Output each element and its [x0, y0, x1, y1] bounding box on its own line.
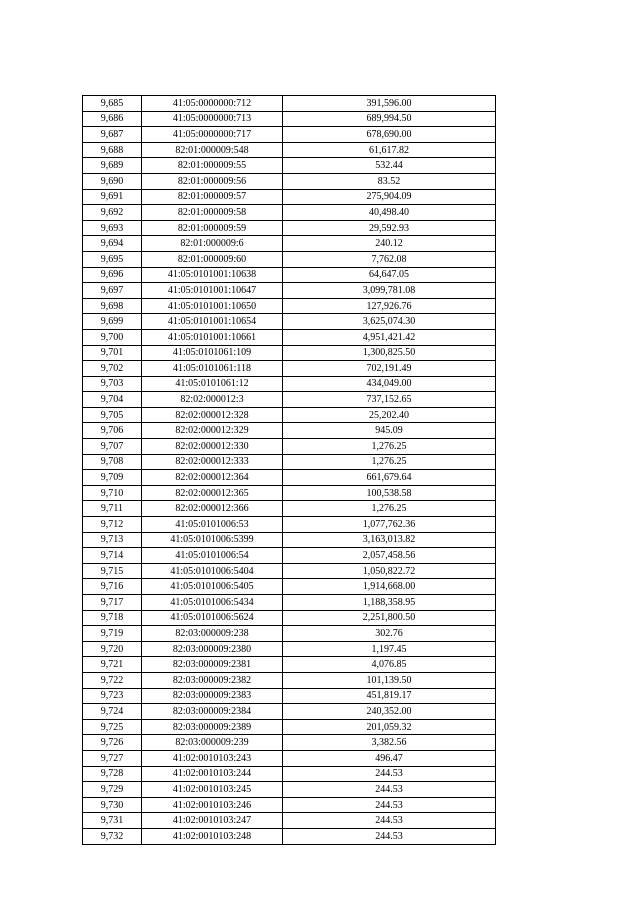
- table-row: [83, 220, 496, 236]
- value-cell: 1,300,825.50: [283, 345, 496, 361]
- cadastral-number-cell: 82:01:000009:60: [142, 251, 283, 267]
- row-number-cell: 9,718: [83, 610, 142, 626]
- row-number-cell: 9,711: [83, 501, 142, 517]
- table-row: [83, 766, 496, 782]
- row-number-cell: 9,688: [83, 142, 142, 158]
- cadastral-number-cell: 41:05:0101006:53: [142, 517, 283, 533]
- table-row: [83, 485, 496, 501]
- value-cell: 1,077,762.36: [283, 517, 496, 533]
- table-row: [83, 267, 496, 283]
- value-cell: 244.53: [283, 782, 496, 798]
- table-row: [83, 407, 496, 423]
- row-number-cell: 9,709: [83, 470, 142, 486]
- value-cell: 434,049.00: [283, 376, 496, 392]
- value-cell: 3,382.56: [283, 735, 496, 751]
- value-cell: 391,596.00: [283, 96, 496, 112]
- value-cell: 1,276.25: [283, 454, 496, 470]
- cadastral-number-cell: 82:01:000009:55: [142, 158, 283, 174]
- row-number-cell: 9,695: [83, 251, 142, 267]
- row-number-cell: 9,716: [83, 579, 142, 595]
- cadastral-number-cell: 41:05:0101061:118: [142, 361, 283, 377]
- value-cell: 101,139.50: [283, 672, 496, 688]
- row-number-cell: 9,705: [83, 407, 142, 423]
- table-row: [83, 501, 496, 517]
- table-row: [83, 470, 496, 486]
- row-number-cell: 9,702: [83, 361, 142, 377]
- value-cell: 1,050,822.72: [283, 563, 496, 579]
- value-cell: 451,819.17: [283, 688, 496, 704]
- row-number-cell: 9,724: [83, 704, 142, 720]
- row-number-cell: 9,728: [83, 766, 142, 782]
- cadastral-number-cell: 82:03:000009:2380: [142, 641, 283, 657]
- cadastral-number-cell: 41:05:0101061:12: [142, 376, 283, 392]
- value-cell: 244.53: [283, 828, 496, 844]
- value-cell: 83.52: [283, 173, 496, 189]
- row-number-cell: 9,689: [83, 158, 142, 174]
- cadastral-number-cell: 41:02:0010103:246: [142, 797, 283, 813]
- table-body: [83, 96, 496, 845]
- table-row: [83, 828, 496, 844]
- table-row: [83, 96, 496, 112]
- row-number-cell: 9,697: [83, 283, 142, 299]
- row-number-cell: 9,685: [83, 96, 142, 112]
- table-row: [83, 345, 496, 361]
- value-cell: 3,099,781.08: [283, 283, 496, 299]
- table-row: [83, 657, 496, 673]
- cadastral-number-cell: 41:02:0010103:243: [142, 750, 283, 766]
- row-number-cell: 9,686: [83, 111, 142, 127]
- cadastral-number-cell: 41:05:0101001:10654: [142, 314, 283, 330]
- cadastral-number-cell: 41:05:0101006:5624: [142, 610, 283, 626]
- value-cell: 240.12: [283, 236, 496, 252]
- value-cell: 1,197.45: [283, 641, 496, 657]
- cadastral-number-cell: 82:03:000009:239: [142, 735, 283, 751]
- table-row: [83, 361, 496, 377]
- row-number-cell: 9,694: [83, 236, 142, 252]
- table-row: [83, 111, 496, 127]
- value-cell: 678,690.00: [283, 127, 496, 143]
- cadastral-number-cell: 82:02:000012:364: [142, 470, 283, 486]
- cadastral-number-cell: 41:05:0101001:10647: [142, 283, 283, 299]
- row-number-cell: 9,703: [83, 376, 142, 392]
- value-cell: 25,202.40: [283, 407, 496, 423]
- value-cell: 661,679.64: [283, 470, 496, 486]
- table-row: [83, 329, 496, 345]
- table-row: [83, 719, 496, 735]
- row-number-cell: 9,729: [83, 782, 142, 798]
- row-number-cell: 9,715: [83, 563, 142, 579]
- row-number-cell: 9,700: [83, 329, 142, 345]
- row-number-cell: 9,726: [83, 735, 142, 751]
- row-number-cell: 9,692: [83, 205, 142, 221]
- cadastral-number-cell: 41:02:0010103:244: [142, 766, 283, 782]
- cadastral-number-cell: 41:05:0101006:5434: [142, 595, 283, 611]
- value-cell: 532.44: [283, 158, 496, 174]
- cadastral-number-cell: 41:05:0101006:5399: [142, 532, 283, 548]
- value-cell: 496.47: [283, 750, 496, 766]
- cadastral-number-cell: 82:02:000012:3: [142, 392, 283, 408]
- table-row: [83, 283, 496, 299]
- table-row: [83, 704, 496, 720]
- cadastral-number-cell: 82:01:000009:58: [142, 205, 283, 221]
- row-number-cell: 9,717: [83, 595, 142, 611]
- value-cell: 244.53: [283, 813, 496, 829]
- cadastral-number-cell: 82:03:000009:2384: [142, 704, 283, 720]
- value-cell: 64,647.05: [283, 267, 496, 283]
- row-number-cell: 9,704: [83, 392, 142, 408]
- value-cell: 302.76: [283, 626, 496, 642]
- row-number-cell: 9,725: [83, 719, 142, 735]
- table-row: [83, 173, 496, 189]
- cadastral-number-cell: 82:02:000012:366: [142, 501, 283, 517]
- cadastral-number-cell: 41:05:0101006:54: [142, 548, 283, 564]
- cadastral-number-cell: 41:05:0101001:10650: [142, 298, 283, 314]
- table-row: [83, 127, 496, 143]
- cadastral-number-cell: 82:03:000009:2381: [142, 657, 283, 673]
- cadastral-number-cell: 82:02:000012:328: [142, 407, 283, 423]
- table-row: [83, 142, 496, 158]
- value-cell: 275,904.09: [283, 189, 496, 205]
- table-row: [83, 813, 496, 829]
- row-number-cell: 9,706: [83, 423, 142, 439]
- cadastral-number-cell: 41:05:0101001:10638: [142, 267, 283, 283]
- table-row: [83, 376, 496, 392]
- row-number-cell: 9,731: [83, 813, 142, 829]
- value-cell: 244.53: [283, 766, 496, 782]
- value-cell: 244.53: [283, 797, 496, 813]
- row-number-cell: 9,699: [83, 314, 142, 330]
- value-cell: 40,498.40: [283, 205, 496, 221]
- cadastral-number-cell: 82:01:000009:548: [142, 142, 283, 158]
- table-row: [83, 750, 496, 766]
- table-row: [83, 626, 496, 642]
- row-number-cell: 9,722: [83, 672, 142, 688]
- row-number-cell: 9,721: [83, 657, 142, 673]
- table-row: [83, 532, 496, 548]
- cadastral-number-cell: 82:03:000009:238: [142, 626, 283, 642]
- value-cell: 1,188,358.95: [283, 595, 496, 611]
- table-row: [83, 672, 496, 688]
- value-cell: 4,076.85: [283, 657, 496, 673]
- cadastral-number-cell: 82:01:000009:6: [142, 236, 283, 252]
- cadastral-number-cell: 41:05:0101061:109: [142, 345, 283, 361]
- table-row: [83, 548, 496, 564]
- table-row: [83, 782, 496, 798]
- value-cell: 1,914,668.00: [283, 579, 496, 595]
- value-cell: 3,625,074.30: [283, 314, 496, 330]
- value-cell: 1,276.25: [283, 501, 496, 517]
- table-row: [83, 205, 496, 221]
- value-cell: 945.09: [283, 423, 496, 439]
- row-number-cell: 9,707: [83, 439, 142, 455]
- table-row: [83, 595, 496, 611]
- row-number-cell: 9,713: [83, 532, 142, 548]
- table-row: [83, 251, 496, 267]
- table-row: [83, 392, 496, 408]
- cadastral-number-cell: 82:02:000012:333: [142, 454, 283, 470]
- cadastral-number-cell: 82:02:000012:330: [142, 439, 283, 455]
- table-row: [83, 688, 496, 704]
- table-row: [83, 298, 496, 314]
- value-cell: 7,762.08: [283, 251, 496, 267]
- cadastral-number-cell: 82:03:000009:2383: [142, 688, 283, 704]
- cadastral-number-cell: 41:02:0010103:247: [142, 813, 283, 829]
- row-number-cell: 9,714: [83, 548, 142, 564]
- row-number-cell: 9,690: [83, 173, 142, 189]
- table-row: [83, 314, 496, 330]
- cadastral-number-cell: 82:02:000012:365: [142, 485, 283, 501]
- cadastral-number-cell: 41:05:0101006:5405: [142, 579, 283, 595]
- table-row: [83, 641, 496, 657]
- row-number-cell: 9,687: [83, 127, 142, 143]
- row-number-cell: 9,712: [83, 517, 142, 533]
- table-row: [83, 189, 496, 205]
- cadastral-number-cell: 41:05:0101001:10661: [142, 329, 283, 345]
- row-number-cell: 9,701: [83, 345, 142, 361]
- data-table: [82, 95, 496, 845]
- row-number-cell: 9,727: [83, 750, 142, 766]
- table-row: [83, 735, 496, 751]
- table-row: [83, 439, 496, 455]
- cadastral-number-cell: 41:05:0000000:717: [142, 127, 283, 143]
- value-cell: 2,251,800.50: [283, 610, 496, 626]
- row-number-cell: 9,732: [83, 828, 142, 844]
- cadastral-number-cell: 82:02:000012:329: [142, 423, 283, 439]
- table-row: [83, 454, 496, 470]
- value-cell: 100,538.58: [283, 485, 496, 501]
- table-row: [83, 158, 496, 174]
- table-row: [83, 423, 496, 439]
- cadastral-number-cell: 82:01:000009:57: [142, 189, 283, 205]
- table-row: [83, 610, 496, 626]
- value-cell: 689,994.50: [283, 111, 496, 127]
- row-number-cell: 9,698: [83, 298, 142, 314]
- row-number-cell: 9,719: [83, 626, 142, 642]
- value-cell: 61,617.82: [283, 142, 496, 158]
- value-cell: 3,163,013.82: [283, 532, 496, 548]
- value-cell: 240,352.00: [283, 704, 496, 720]
- table-row: [83, 563, 496, 579]
- row-number-cell: 9,691: [83, 189, 142, 205]
- row-number-cell: 9,720: [83, 641, 142, 657]
- cadastral-number-cell: 41:05:0000000:712: [142, 96, 283, 112]
- row-number-cell: 9,730: [83, 797, 142, 813]
- row-number-cell: 9,696: [83, 267, 142, 283]
- cadastral-number-cell: 82:01:000009:56: [142, 173, 283, 189]
- cadastral-number-cell: 82:03:000009:2389: [142, 719, 283, 735]
- table-row: [83, 517, 496, 533]
- value-cell: 29,592.93: [283, 220, 496, 236]
- table-row: [83, 797, 496, 813]
- cadastral-number-cell: 82:03:000009:2382: [142, 672, 283, 688]
- table-row: [83, 579, 496, 595]
- value-cell: 737,152.65: [283, 392, 496, 408]
- value-cell: 702,191.49: [283, 361, 496, 377]
- row-number-cell: 9,693: [83, 220, 142, 236]
- row-number-cell: 9,723: [83, 688, 142, 704]
- value-cell: 2,057,458.56: [283, 548, 496, 564]
- cadastral-number-cell: 41:02:0010103:245: [142, 782, 283, 798]
- cadastral-number-cell: 41:05:0101006:5404: [142, 563, 283, 579]
- value-cell: 1,276.25: [283, 439, 496, 455]
- row-number-cell: 9,708: [83, 454, 142, 470]
- value-cell: 127,926.76: [283, 298, 496, 314]
- cadastral-number-cell: 41:02:0010103:248: [142, 828, 283, 844]
- cadastral-number-cell: 82:01:000009:59: [142, 220, 283, 236]
- cadastral-number-cell: 41:05:0000000:713: [142, 111, 283, 127]
- value-cell: 201,059.32: [283, 719, 496, 735]
- value-cell: 4,951,421.42: [283, 329, 496, 345]
- table-row: [83, 236, 496, 252]
- row-number-cell: 9,710: [83, 485, 142, 501]
